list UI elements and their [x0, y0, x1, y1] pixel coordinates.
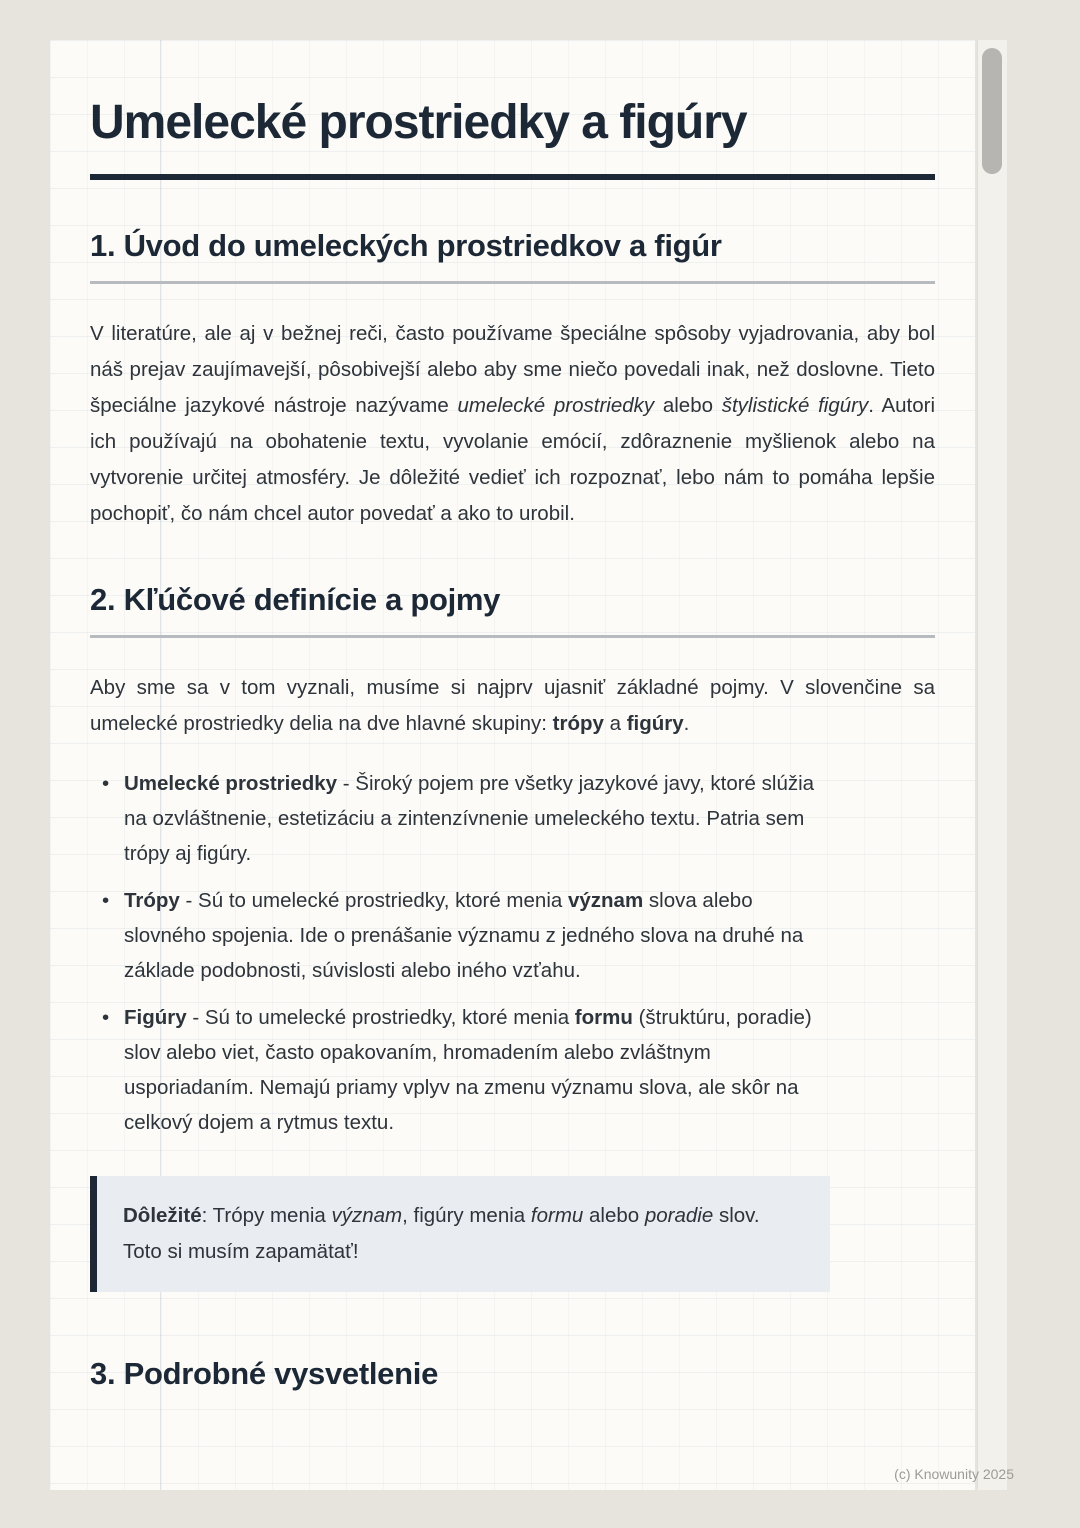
note-page	[50, 40, 975, 1490]
section-definitions	[90, 580, 935, 1292]
callout-text: Dôležité: Trópy menia význam, figúry menia formu alebo poradie slov. Toto si musím zapamätať!	[123, 1203, 760, 1263]
title-divider	[90, 174, 935, 180]
definitions-list	[90, 766, 935, 1140]
copyright-watermark: (c) Knowunity 2025	[894, 1466, 1014, 1482]
section-3-heading: 3. Podrobné vysvetlenie	[90, 1355, 439, 1391]
document-content	[50, 40, 975, 1394]
definitions-paragraph: Aby sme sa v tom vyznali, musíme si najprv ujasniť základné pojmy. V slovenčine sa umelecké prostriedky delia na dve hlavné skupiny: trópy a figúry.	[90, 675, 935, 735]
section-detailed-explanation	[90, 1354, 935, 1395]
scrollbar-thumb[interactable]	[982, 48, 1002, 174]
intro-paragraph: V literatúre, ale aj v bežnej reči, často používame špeciálne spôsoby vyjadrovania, aby bol náš prejav zaujímavejší, pôsobivejší alebo aby sme niečo povedali inak, než doslovne. Tieto špeciálne jazykové nástroje nazývame umelecké prostriedky alebo štylistické figúry. Autori ich používajú na obohatenie textu, vyvolanie emócií, zdôraznenie myšlienok alebo na vytvorenie určitej atmosféry. Je dôležité vedieť ich rozpoznať, lebo nám to pomáha lepšie pochopiť, čo nám chcel autor povedať a ako to urobil.	[90, 321, 935, 525]
list-item-figury: • Figúry - Sú to umelecké prostriedky, ktoré menia formu (štruktúru, poradie) slov alebo viet, často opakovaním, hromadením alebo zvláštnym usporiadaním. Nemajú priamy vplyv na zmenu významu slova, ale skôr na celkový dojem a rytmus textu.	[124, 1000, 830, 1140]
list-item-tropy: • Trópy - Sú to umelecké prostriedky, ktoré menia význam slova alebo slovného spojenia. Ide o prenášanie významu z jedného slova na druhé na základe podobnosti, súvislosti alebo iného vzťahu.	[124, 883, 830, 988]
important-callout	[90, 1176, 830, 1292]
list-item-umelecke-prostriedky: • Umelecké prostriedky - Široký pojem pre všetky jazykové javy, ktoré slúžia na ozvláštnenie, estetizáciu a zintenzívnenie umeleckého textu. Patria sem trópy aj figúry.	[124, 766, 830, 871]
section-2-divider	[90, 635, 935, 638]
section-1-heading: 1. Úvod do umeleckých prostriedkov a figúr	[90, 227, 722, 263]
document-title: Umelecké prostriedky a figúry	[90, 96, 747, 149]
scrollbar-track[interactable]	[977, 40, 1007, 1490]
section-2-heading: 2. Kľúčové definície a pojmy	[90, 581, 501, 617]
section-intro	[90, 226, 935, 532]
section-1-divider	[90, 281, 935, 284]
